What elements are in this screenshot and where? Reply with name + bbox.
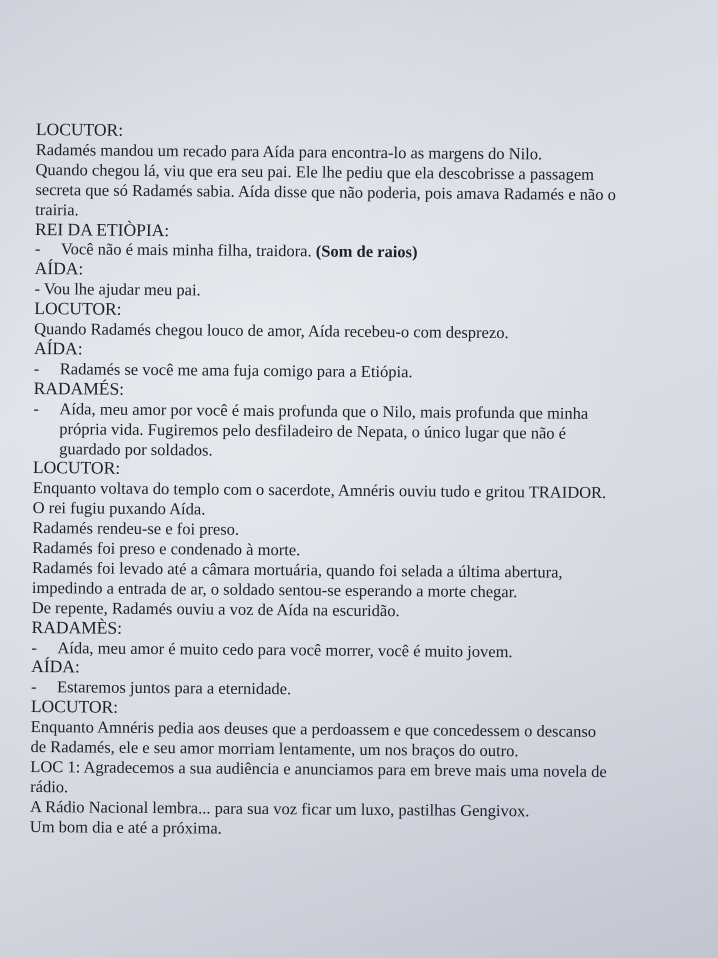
line-text: LOC 1: Agradecemos a sua audiência e anunciamos para em breve mais uma novela de bbox=[30, 756, 607, 782]
dialogue-dash: - bbox=[31, 637, 37, 657]
line-text: rádio. bbox=[30, 776, 69, 797]
script-text bbox=[30, 120, 691, 842]
line-text: REI DA ETIÒPIA: bbox=[34, 218, 170, 240]
line-text: O rei fugiu puxando Aída. bbox=[32, 498, 206, 519]
line-text: De repente, Radamés ouviu a voz de Aída na escuridão. bbox=[31, 597, 400, 620]
line-text: Você não é mais minha filha, traidora. bbox=[60, 239, 312, 261]
line-text: Enquanto Amnéris pedia aos deuses que a perdoassem e que concedessem o descanso bbox=[30, 717, 597, 742]
line-text: trairia. bbox=[35, 199, 79, 220]
line-text: Quando chegou lá, viu que era seu pai. Ele lhe pediu que ela descobrisse a passagem bbox=[35, 159, 595, 184]
line-text: RADAMÈS: bbox=[31, 616, 123, 638]
line-text: própria vida. Fugiremos pelo desfiladeiro de Nepata, o único lugar que não é bbox=[59, 418, 567, 443]
line-text: Quando Radamés chegou louco de amor, Aída recebeu-o com desprezo. bbox=[34, 319, 509, 343]
line-text: RADAMÉS: bbox=[33, 377, 125, 399]
line-text: Aída, meu amor por você é mais profunda que o Nilo, mais profunda que minha bbox=[59, 398, 589, 423]
line-text: Radamés mandou um recado para Aída para encontra-lo as margens do Nilo. bbox=[35, 139, 543, 164]
line-text: LOCUTOR: bbox=[35, 119, 124, 140]
dialogue-dash: - bbox=[34, 239, 41, 259]
dialogue-dash: - bbox=[33, 358, 40, 378]
line-text: impedindo a entrada de ar, o soldado sentou-se esperando a morte chegar. bbox=[31, 577, 518, 602]
line-text: Radamés se você me ama fuja comigo para a Etiópia. bbox=[59, 359, 413, 382]
line-text: AÍDA: bbox=[31, 656, 80, 677]
sound-cue: (Som de raios) bbox=[315, 241, 418, 262]
line-text: A Rádio Nacional lembra... para sua voz ficar um luxo, pastilhas Gengivox. bbox=[29, 796, 530, 821]
line-text: Enquanto voltava do templo com o sacerdote, Amnéris ouviu tudo e gritou TRAIDOR. bbox=[32, 478, 607, 503]
line-text: AÍDA: bbox=[34, 258, 84, 279]
line-text: Radamés foi levado até a câmara mortuária, quando foi selada a última abertura, bbox=[32, 557, 563, 582]
line-text: de Radamés, ele e seu amor morriam lentamente, um nos braços do outro. bbox=[30, 737, 519, 761]
line-text: secreta que só Radamés sabia. Aída disse que não poderia, pois amava Radamés e não o bbox=[35, 179, 616, 204]
line-text: Radamés foi preso e condenado à morte. bbox=[32, 538, 301, 560]
dialogue-dash: - bbox=[30, 677, 37, 697]
line-text: Estaremos juntos para a eternidade. bbox=[56, 677, 292, 699]
line-text: Um bom dia e até a próxima. bbox=[29, 816, 222, 838]
line-text: Aída, meu amor é muito cedo para você morrer, você é muito jovem. bbox=[57, 637, 513, 661]
line-text: LOCUTOR: bbox=[30, 696, 119, 718]
line-text: guardado por soldados. bbox=[59, 438, 213, 460]
line-text: LOCUTOR: bbox=[32, 457, 121, 479]
line-text: LOCUTOR: bbox=[34, 298, 122, 319]
line-text: AÍDA: bbox=[33, 337, 83, 359]
dialogue-dash: - bbox=[33, 398, 40, 418]
line-text: Radamés rendeu-se e foi preso. bbox=[32, 518, 240, 539]
line-text: - Vou lhe ajudar meu pai. bbox=[34, 279, 201, 300]
